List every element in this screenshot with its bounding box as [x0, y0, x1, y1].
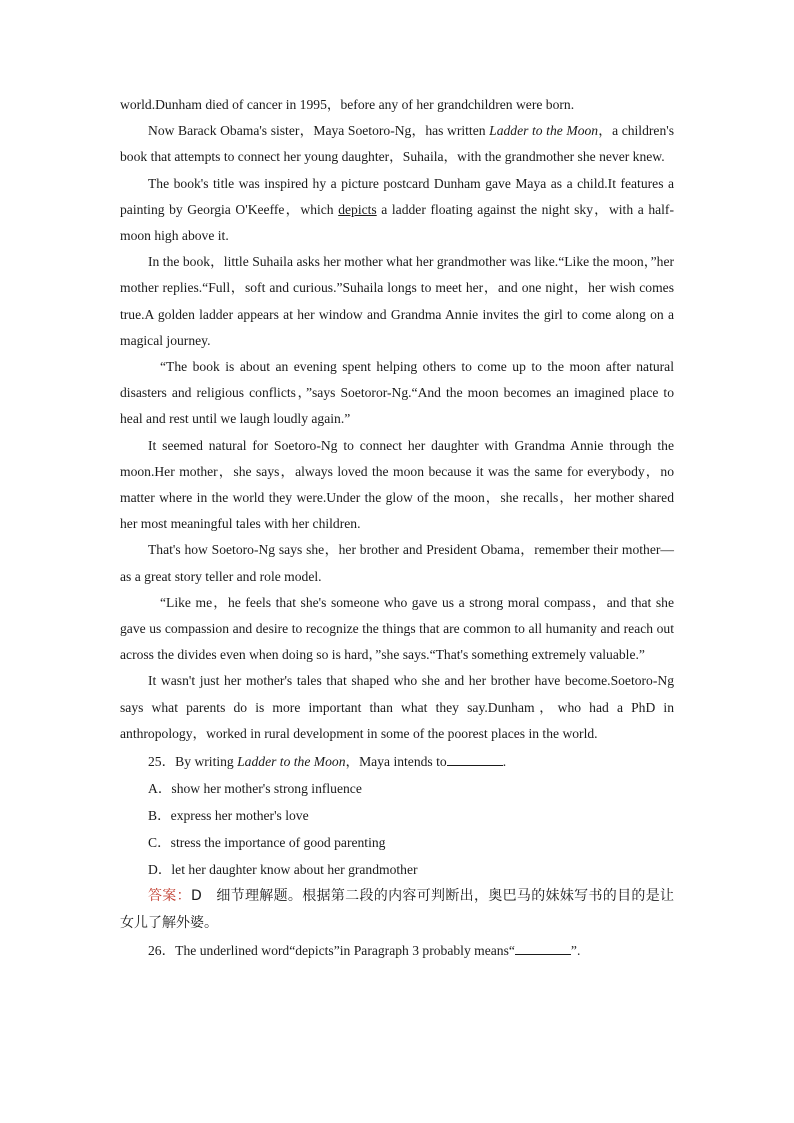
answer-blank — [515, 942, 571, 955]
paragraph-5: “The book is about an evening spent helping others to come up to the moon after natural disasters and religious conflicts，”says Soetoror-Ng.“And the moon becomes an imagined place to heal and rest until we laugh loudly again.” — [120, 359, 674, 427]
paragraph-4: In the book，little Suhaila asks her mother what her grandmother was like.“Like the moon，”her mother replies.“Full，soft and curious.”Suhaila longs to meet her，and one night，her wish comes true.A golden ladder appears at her window and Grandma Annie invites the girl to come along on a magical journey. — [120, 254, 674, 348]
text: a ladder floating against the night sky，with a half-moon high above it. — [120, 201, 674, 244]
paragraph-6: It seemed natural for Soetoro-Ng to connect her daughter with Grandma Annie through the moon.Her mother，she says，always loved the moon because it was the same for everybody，no matter where in the world they were.Under the glow of the moon，she recalls，her mother shared her most meaningful tales with her children. — [120, 437, 674, 532]
book-title: Ladder to the Moon — [489, 123, 599, 139]
question-26 — [120, 937, 674, 964]
text: 25．By writing — [148, 754, 238, 770]
paragraph-7: That's how Soetoro-Ng says she，her brother and President Obama，remember their mother—as a great story teller and role model. — [120, 542, 674, 584]
text: Now Barack Obama's sister，Maya Soetoro-Ng，has written — [148, 123, 490, 139]
question-25 — [120, 748, 674, 775]
text: . — [502, 754, 507, 770]
book-title: Ladder to the Moon — [237, 754, 346, 770]
answer-text: D 细节理解题。根据第二段的内容可判断出，奥巴马的妹妹写书的目的是让女儿了解外婆。 — [120, 888, 674, 932]
text: 26．The underlined word“depicts”in Paragraph 3 probably means“ — [148, 943, 515, 959]
option-a: A．show her mother's strong influence — [148, 781, 362, 797]
text: ，Maya intends to — [345, 754, 447, 770]
text: ”. — [570, 943, 581, 959]
option-c: C．stress the importance of good parenting — [148, 835, 386, 851]
answer-blank — [447, 753, 503, 766]
text: ，a children's book that attempts to connect her young daughter，Suhaila，with the grandmother she never knew. — [120, 123, 674, 165]
option-d: D．let her daughter know about her grandmother — [148, 862, 418, 878]
option-b: B．express her mother's love — [148, 808, 309, 824]
paragraph-3 — [120, 171, 674, 250]
paragraph-8: “Like me，he feels that she's someone who gave us a strong moral compass，and that she gave us compassion and desire to recognize the things that are common to all humanity and reach out across the divides even when doing so is hard，”she says.“That's something extremely valuable.” — [120, 594, 674, 663]
answer-explanation — [120, 883, 674, 937]
underlined-word: depicts — [338, 201, 377, 217]
paragraph-2 — [120, 118, 674, 170]
answer-label: 答案： — [148, 888, 191, 905]
paragraph-1: world.Dunham died of cancer in 1995，before any of her grandchildren were born. — [120, 97, 575, 112]
text: The book's title was inspired hy a picture postcard Dunham gave Maya as a child.It features a painting by Georgia O'Keeffe，which — [120, 175, 674, 217]
paragraph-9: It wasn't just her mother's tales that shaped who she and her brother have become.Soetoro-Ng says what parents do is more important than what they say.Dunham，who had a PhD in anthropology，worked in rural development in some of the poorest places in the world. — [120, 673, 674, 741]
